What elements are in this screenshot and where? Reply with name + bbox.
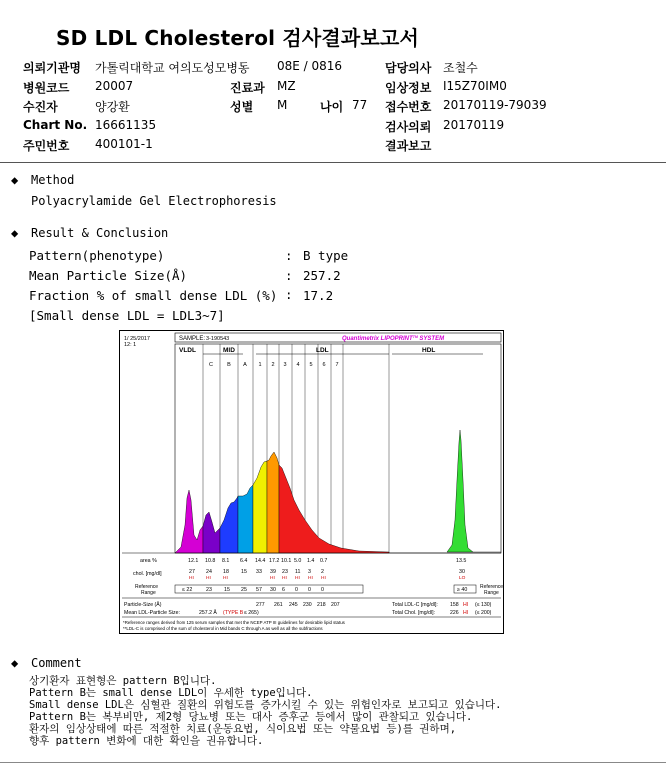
method-heading: Method xyxy=(31,173,75,187)
particle-size-label: Particle-Size (Å) xyxy=(124,602,162,608)
chol-hdl-flag: LO xyxy=(459,576,466,581)
comment-line-2: Pattern B는 small dense LDL이 우세한 type입니다. xyxy=(29,687,313,699)
total-chol-flag: HI xyxy=(463,610,469,616)
band-label: 7 xyxy=(335,362,339,368)
chol-value: 24 xyxy=(206,569,212,575)
hospital-code-value: 20007 xyxy=(95,79,134,93)
ref-value: 0 xyxy=(308,587,311,593)
chol-flag: HI xyxy=(282,576,287,581)
header-divider xyxy=(0,162,666,163)
pattern-value: B type xyxy=(303,248,349,263)
chol-value: 3 xyxy=(308,569,311,575)
band-label: 1 xyxy=(258,362,262,368)
particle-size-value: 261 xyxy=(274,602,283,608)
request-label: 검사의뢰 xyxy=(385,120,432,134)
chol-hdl-value: 30 xyxy=(459,569,465,575)
fraction-value: 17.2 xyxy=(303,288,334,303)
page-title: SD LDL Cholesterol 검사결과보고서 xyxy=(56,26,419,50)
dept-value: MZ xyxy=(277,79,296,93)
particle-size-value: 245 xyxy=(289,602,298,608)
ref-value: 30 xyxy=(270,587,276,593)
comment-line-4: Pattern B는 복부비만, 제2형 당뇨병 또는 대사 증후군 등에서 많이 관찰되고 있습니다. xyxy=(29,711,473,723)
area-value: 1.4 xyxy=(307,558,315,564)
sex-value: M xyxy=(277,98,288,112)
clinical-value: I15Z70IM0 xyxy=(443,79,507,93)
chol-value: 11 xyxy=(295,569,301,575)
chol-flag: HI xyxy=(223,576,228,581)
total-ldl-value: 158 xyxy=(450,602,459,608)
ref-hdl-value: ≥ 40 xyxy=(457,587,468,593)
run-number: 12: 1 xyxy=(124,342,137,348)
comment-line-5: 환자의 임상상태에 따른 적절한 치료(운동요법, 식이요법 또는 약물요법 등)를 권하며, xyxy=(29,723,457,735)
ref-label-line1: Reference xyxy=(135,584,159,590)
sample-label: SAMPLE: xyxy=(179,336,206,342)
age-value: 77 xyxy=(352,98,368,112)
receipt-label: 접수번호 xyxy=(385,100,432,114)
chol-flag: HI xyxy=(308,576,313,581)
id-label: 주민번호 xyxy=(23,139,70,153)
id-value: 400101-1 xyxy=(95,137,153,151)
chol-value: 27 xyxy=(189,569,195,575)
patient-value: 양강환 xyxy=(95,100,130,114)
chol-flag: HI xyxy=(295,576,300,581)
request-value: 20170119 xyxy=(443,118,505,132)
total-ldl-label: Total LDL-C [mg/dl]: xyxy=(392,602,438,608)
zone-vldl-label: VLDL xyxy=(179,347,196,354)
footer-divider xyxy=(0,762,666,763)
area-hdl-value: 13.5 xyxy=(456,558,467,564)
comment-line-1: 상기환자 표현형은 pattern B입니다. xyxy=(29,675,217,687)
chol-flag: HI xyxy=(206,576,211,581)
type-b-suffix: ≤ 265) xyxy=(244,610,259,616)
chol-value: 33 xyxy=(256,569,262,575)
institution-label: 의뢰기관명 xyxy=(23,61,81,75)
chol-value: 39 xyxy=(270,569,276,575)
chol-value: 15 xyxy=(241,569,247,575)
area-value: 8.1 xyxy=(222,558,230,564)
band-label: 4 xyxy=(296,362,300,368)
brand-name: Quantimetrix LIPOPRINT™ SYSTEM xyxy=(342,335,445,342)
comment-bullet-icon: ◆ xyxy=(11,656,19,670)
lipoprint-svg xyxy=(119,330,504,634)
comment-line-3: Small dense LDL은 심혈관 질환의 위험도를 증가시킬 수 있는 위험인자로 보고되고 있습니다. xyxy=(29,699,502,711)
type-b-label: (TYPE B xyxy=(223,610,244,616)
chol-flag: HI xyxy=(189,576,194,581)
area-value: 5.0 xyxy=(294,558,302,564)
comment-heading: Comment xyxy=(31,656,82,670)
total-chol-ref: (≤ 200) xyxy=(475,610,492,616)
clinical-label: 임상정보 xyxy=(385,81,432,95)
total-ldl-ref: (≤ 130) xyxy=(475,602,492,608)
mean-size-sep: : xyxy=(285,268,293,283)
doctor-label: 담당의사 xyxy=(385,61,432,75)
ldl2-fill xyxy=(267,452,279,553)
particle-size-value: 207 xyxy=(331,602,340,608)
zone-hdl-label: HDL xyxy=(422,347,436,354)
ref-value: 0 xyxy=(295,587,298,593)
pattern-sep: : xyxy=(285,248,293,263)
dept-label: 진료과 xyxy=(230,81,265,95)
ref-hdl-label-2: Range xyxy=(484,590,499,596)
particle-size-value: 277 xyxy=(256,602,265,608)
fraction-label: Fraction % of small dense LDL (%) xyxy=(29,288,278,303)
report-label: 결과보고 xyxy=(385,139,432,153)
sample-value: 3-190543 xyxy=(206,336,230,342)
band-label: A xyxy=(243,362,247,368)
total-ldl-flag: HI xyxy=(463,602,469,608)
method-bullet-icon: ◆ xyxy=(11,173,19,187)
pattern-label: Pattern(phenotype) xyxy=(29,248,165,263)
chol-flag: HI xyxy=(321,576,326,581)
ref-hdl-label-1: Reference xyxy=(480,584,504,590)
run-date: 1/ 25/2017 xyxy=(124,336,150,342)
patient-label: 수진자 xyxy=(23,100,58,114)
footnote-1: *Reference ranges derived from 125 serum samples that met the NCEP ATP III guidelines for desirable lipid status xyxy=(123,620,345,625)
particle-size-value: 218 xyxy=(317,602,326,608)
ref-value: 23 xyxy=(206,587,212,593)
area-value: 0.7 xyxy=(320,558,328,564)
band-label: 5 xyxy=(309,362,313,368)
area-value: 10.8 xyxy=(205,558,216,564)
fraction-sep: : xyxy=(285,287,293,302)
mean-size-label: Mean Particle Size(Å) xyxy=(29,268,188,283)
area-value: 10.1 xyxy=(281,558,292,564)
ref-value: ≤ 22 xyxy=(182,587,193,593)
ref-value: 6 xyxy=(282,587,285,593)
ref-value: 0 xyxy=(321,587,324,593)
sex-label: 성별 xyxy=(230,100,254,114)
area-value: 17.2 xyxy=(269,558,280,564)
chol-value: 2 xyxy=(321,569,324,575)
mean-size-value: 257.2 xyxy=(303,268,341,283)
chart-no-label: Chart No. xyxy=(23,118,88,132)
total-chol-label: Total Chol. [mg/dl]: xyxy=(392,610,435,616)
hospital-code-label: 병원코드 xyxy=(23,81,70,95)
band-label: 3 xyxy=(283,362,287,368)
ref-label-line2: Range xyxy=(141,590,156,596)
chol-value: 18 xyxy=(223,569,229,575)
chol-flag: HI xyxy=(270,576,275,581)
band-label: 6 xyxy=(322,362,326,368)
band-label: C xyxy=(209,362,213,368)
footnote-2: **LDL-C is comprised of the sum of cholesterol in Mid bands C through A as well as all the subfractions xyxy=(123,626,323,631)
band-label: B xyxy=(227,362,231,368)
lipoprint-report xyxy=(119,330,504,634)
result-heading: Result & Conclusion xyxy=(31,226,169,240)
total-chol-value: 226 xyxy=(450,610,459,616)
mean-size-row-label: Mean LDL-Particle Size: xyxy=(124,610,180,616)
row-chol-label: chol. [mg/dl] xyxy=(133,571,162,577)
receipt-value: 20170119-79039 xyxy=(443,98,547,112)
method-text: Polyacrylamide Gel Electrophoresis xyxy=(31,194,277,208)
band-label: 2 xyxy=(271,362,275,368)
ward-value: 08E / 0816 xyxy=(277,59,343,73)
area-value: 6.4 xyxy=(240,558,248,564)
area-value: 14.4 xyxy=(255,558,266,564)
area-value: 12.1 xyxy=(188,558,199,564)
chol-value: 23 xyxy=(282,569,288,575)
sdldl-note: [Small dense LDL = LDL3~7] xyxy=(29,308,225,323)
mean-size-row-value: 257.2 Å xyxy=(199,610,217,616)
ref-value: 15 xyxy=(224,587,230,593)
ref-value: 25 xyxy=(241,587,247,593)
ref-value: 57 xyxy=(256,587,262,593)
row-area-label: area % xyxy=(140,558,157,564)
comment-line-6: 향후 pattern 변화에 대한 확인을 권유합니다. xyxy=(29,735,264,747)
age-label: 나이 xyxy=(320,100,344,114)
zone-ldl-label: LDL xyxy=(316,347,329,354)
doctor-value: 조철수 xyxy=(443,61,478,75)
zone-mid-label: MID xyxy=(223,347,235,354)
chart-no-value: 16661135 xyxy=(95,118,157,132)
result-bullet-icon: ◆ xyxy=(11,226,19,240)
institution-value: 가톨릭대학교 여의도성모병동 xyxy=(95,61,250,75)
particle-size-value: 230 xyxy=(303,602,312,608)
